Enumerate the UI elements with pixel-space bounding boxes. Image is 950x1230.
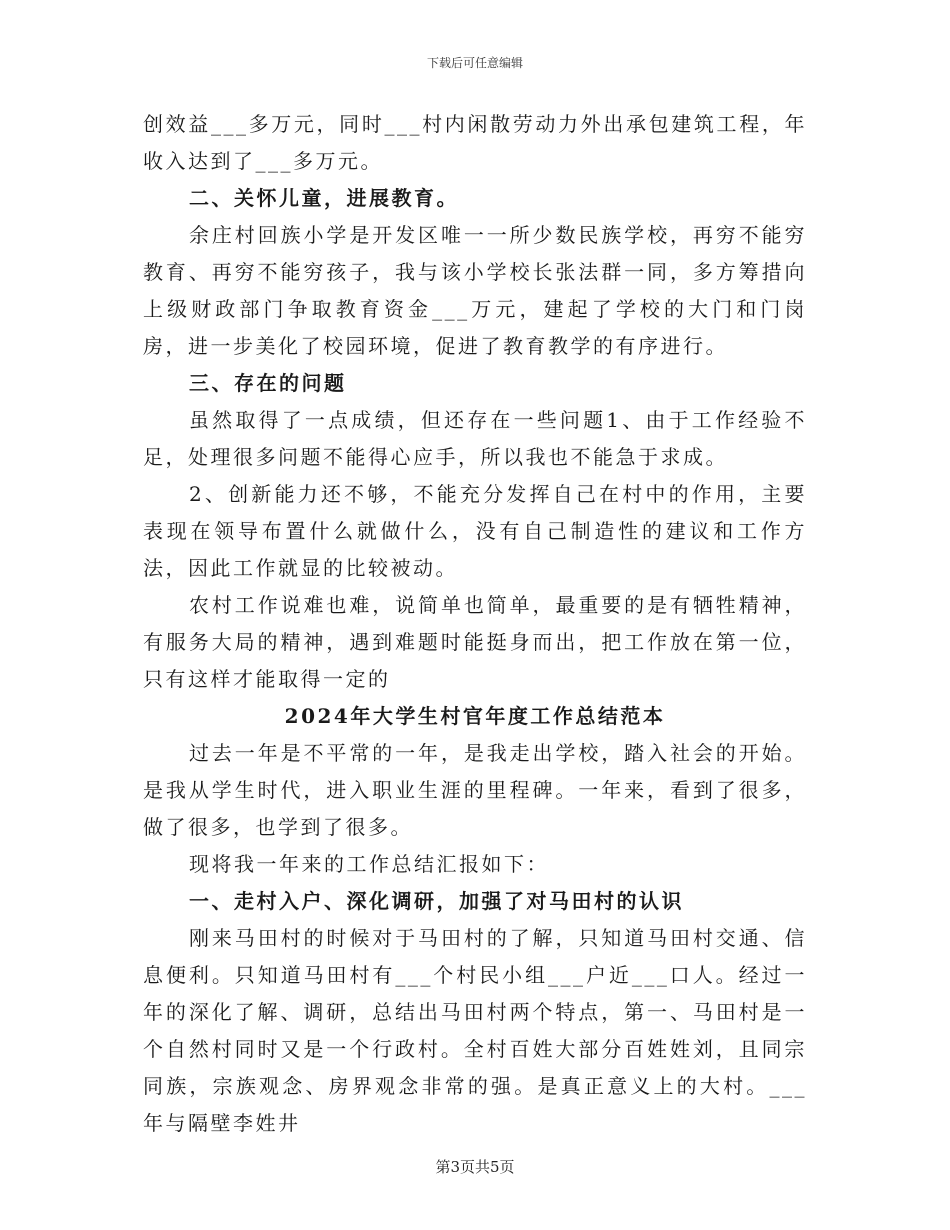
paragraph-problem-2: 2、创新能力还不够，不能充分发挥自己在村中的作用，主要表现在领导布置什么就做什么，没有自己制造性的建议和工作方法，因此工作就显的比较被动。 (143, 482, 807, 580)
section-heading-village-survey: 一、走村入户、深化调研，加强了对马田村的认识 (189, 889, 684, 913)
paragraph-report-lead: 现将我一年来的工作总结汇报如下： (189, 852, 549, 876)
paragraph-school: 余庄村回族小学是开发区唯一一所少数民族学校，再穷不能穷教育、再穷不能穷孩子，我与该小学校长张法群一同，多方筹措向上级财政部门争取教育资金___万元，建起了学校的大门和门岗房，进一步美化了校园环境，促进了教育教学的有序进行。 (143, 223, 807, 358)
section-heading-problems: 三、存在的问题 (189, 371, 347, 395)
section-heading-education: 二、关怀儿童，进展教育。 (189, 186, 459, 210)
document-body (143, 106, 807, 1142)
paragraph-intro: 过去一年是不平常的一年，是我走出学校，踏入社会的开始。是我从学生时代，进入职业生涯的里程碑。一年来，看到了很多，做了很多，也学到了很多。 (143, 741, 807, 839)
page-number: 第3页共5页 (435, 1158, 515, 1176)
paragraph-continuation: 创效益___多万元，同时___村内闲散劳动力外出承包建筑工程，年收入达到了___多万元。 (143, 112, 807, 173)
document-title: 2024年大学生村官年度工作总结范本 (284, 704, 666, 728)
paragraph-village-survey: 刚来马田村的时候对于马田村的了解，只知道马田村交通、信息便利。只知道马田村有___个村民小组___户近___口人。经过一年的深化了解、调研，总结出马田村两个特点，第一、马田村是一个自然村同时又是一个行政村。全村百姓大部分百姓姓刘，且同宗同族，宗族观念、房界观念非常的强。是真正意义上的大村。___年与隔壁李姓井 (143, 926, 807, 1135)
page-header-note: 下载后可任意编辑 (426, 56, 523, 70)
paragraph-problem-1: 虽然取得了一点成绩，但还存在一些问题1、由于工作经验不足，处理很多问题不能得心应手，所以我也不能急于求成。 (143, 408, 807, 469)
paragraph-rural-work: 农村工作说难也难，说简单也简单，最重要的是有牺牲精神，有服务大局的精神，遇到难题时能挺身而出，把工作放在第一位，只有这样才能取得一定的 (143, 593, 807, 691)
